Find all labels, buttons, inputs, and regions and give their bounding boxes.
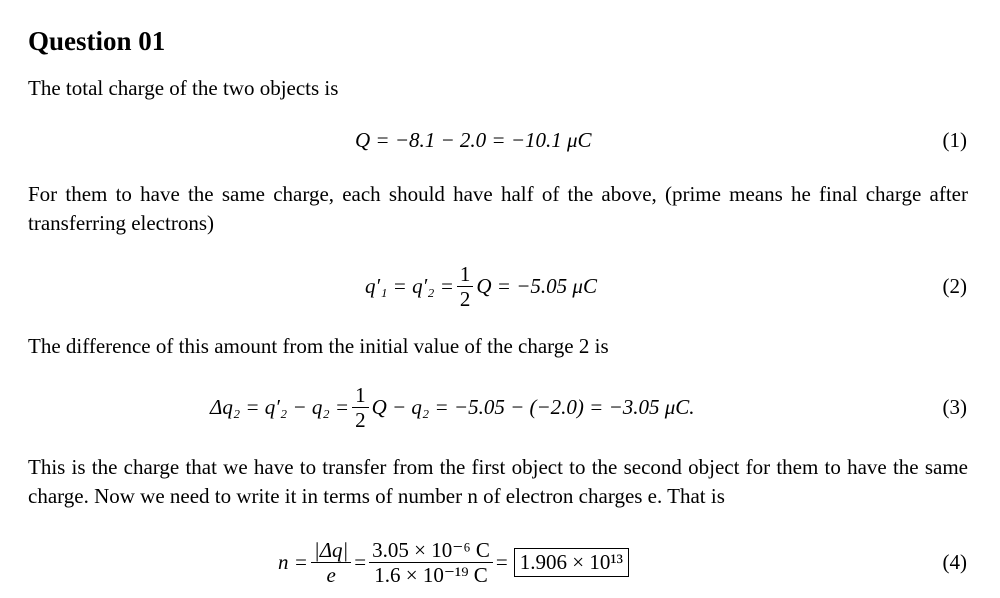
equation-1-number: (1) [942,128,967,152]
equation-2-number: (2) [942,274,967,298]
paragraph-4: This is the charge that we have to transfer from the first object to the second object for them to have the same charge. Now we need to write it in terms of number n of electron charges e. That is [28,455,968,508]
equation-2-numerator: 1 [457,262,474,287]
equation-4-equals-1: = [354,549,367,574]
equation-2-lhs: q′₁ = q′₂ = [365,273,454,298]
equation-4-number: (4) [942,550,967,574]
equation-4-equals-2: = [495,549,508,574]
equation-4-lhs: n = [278,549,308,574]
equation-3-fraction [352,383,369,432]
equation-2 [0,260,1000,312]
equation-3-denominator: 2 [355,407,366,432]
equation-4-fraction-1 [311,538,351,587]
paragraph-3: The difference of this amount from the initial value of the charge 2 is [28,334,609,358]
equation-4-fraction-2-numerator: 3.05 × 10⁻⁶ C [369,538,493,563]
equation-2-denominator: 2 [459,286,471,311]
paragraph-2: For them to have the same charge, each should have half of the above, (prime means he final charge after transferring electrons) [28,182,968,235]
equation-4-boxed-result: 1.906 × 10¹³ [514,548,629,577]
page-title: Question 01 [28,26,166,56]
equation-3 [0,381,1000,433]
equation-4-fraction-1-numerator: |Δq| [311,538,351,563]
equation-4-fraction-2 [369,538,493,587]
equation-3-numerator: 1 [352,383,369,408]
equation-2-fraction [457,262,474,311]
equation-4-fraction-1-denominator: e [326,562,336,587]
equation-1-body: Q = −8.1 − 2.0 = −10.1 μC [355,128,592,152]
equation-3-rhs: Q − q₂ = −5.05 − (−2.0) = −3.05 μC. [371,394,695,419]
equation-4-fraction-2-denominator: 1.6 × 10⁻¹⁹ C [374,562,488,587]
paragraph-1: The total charge of the two objects is [28,76,339,100]
equation-4 [0,534,1000,590]
equation-3-lhs: Δq₂ = q′₂ − q₂ = [210,394,350,419]
equation-3-number: (3) [942,395,967,419]
equation-2-rhs: Q = −5.05 μC [476,273,597,298]
